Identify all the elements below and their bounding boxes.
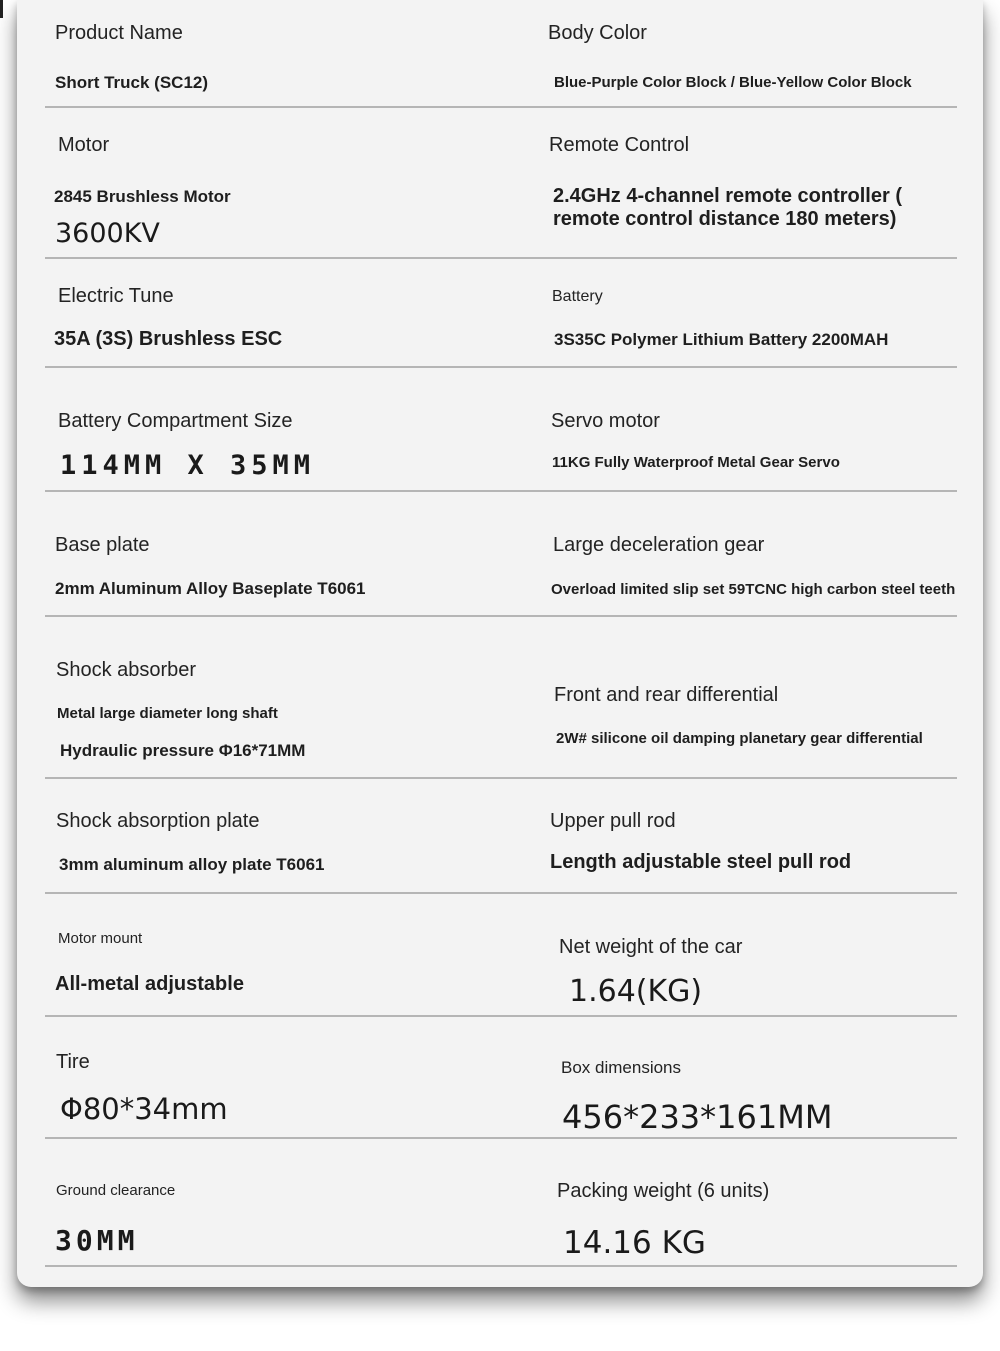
upper-pull-rod-label: Upper pull rod <box>550 810 676 832</box>
packing-weight-label: Packing weight (6 units) <box>557 1180 770 1202</box>
corner-mark <box>0 0 3 18</box>
spec-row-tire <box>45 1017 957 1139</box>
spec-row-base-plate <box>45 492 957 617</box>
box-dimensions-value: 456*233*161MM <box>562 1098 833 1136</box>
battery-label: Battery <box>552 288 603 305</box>
tire-label: Tire <box>56 1051 90 1073</box>
shock-plate-label: Shock absorption plate <box>56 810 260 832</box>
spec-row-ground-clearance <box>45 1139 957 1267</box>
battery-compartment-value: 114MM X 35MM <box>60 450 316 481</box>
product-name-label: Product Name <box>55 22 183 44</box>
base-plate-label: Base plate <box>55 534 150 556</box>
spec-row-shock-plate <box>45 779 957 894</box>
remote-control-value-2: remote control distance 180 meters) <box>553 208 897 230</box>
spec-row-electric-tune <box>45 259 957 368</box>
net-weight-value: 1.64(KG) <box>569 974 703 1009</box>
spec-card <box>17 0 983 1287</box>
ground-clearance-value: 30MM <box>55 1224 139 1257</box>
shock-absorber-value: Metal large diameter long shaft <box>57 705 278 722</box>
deceleration-gear-label: Large deceleration gear <box>553 534 765 556</box>
motor-label: Motor <box>58 134 110 156</box>
deceleration-gear-value: Overload limited slip set 59TCNC high carbon steel teeth <box>551 581 956 598</box>
remote-control-value: 2.4GHz 4-channel remote controller ( <box>553 185 902 207</box>
battery-value: 3S35C Polymer Lithium Battery 2200MAH <box>554 330 889 349</box>
differential-value: 2W# silicone oil damping planetary gear differential <box>556 730 923 747</box>
spec-row-motor-mount <box>45 894 957 1017</box>
spec-row-battery-compartment <box>45 368 957 492</box>
motor-mount-label: Motor mount <box>58 930 143 947</box>
upper-pull-rod-value: Length adjustable steel pull rod <box>550 851 852 873</box>
remote-control-label: Remote Control <box>549 134 690 156</box>
box-dimensions-label: Box dimensions <box>561 1058 682 1077</box>
spec-row-shock-absorber <box>45 617 957 779</box>
shock-absorber-label: Shock absorber <box>56 659 197 681</box>
motor-mount-value: All-metal adjustable <box>55 973 244 995</box>
battery-compartment-label: Battery Compartment Size <box>58 410 293 432</box>
product-name-value: Short Truck (SC12) <box>55 73 209 92</box>
servo-motor-value: 11KG Fully Waterproof Metal Gear Servo <box>552 454 840 471</box>
tire-value: Φ80*34mm <box>60 1092 228 1126</box>
body-color-label: Body Color <box>548 22 647 44</box>
shock-plate-value: 3mm aluminum alloy plate T6061 <box>59 855 325 874</box>
motor-kv-value: 3600KV <box>55 218 160 249</box>
electric-tune-value: 35A (3S) Brushless ESC <box>54 328 283 350</box>
packing-weight-value: 14.16 KG <box>563 1225 706 1261</box>
base-plate-value: 2mm Aluminum Alloy Baseplate T6061 <box>55 579 366 598</box>
electric-tune-label: Electric Tune <box>58 285 174 307</box>
shock-absorber-value-2: Hydraulic pressure Φ16*71MM <box>60 741 306 760</box>
spec-row-motor <box>45 108 957 259</box>
spec-row-product-name <box>45 0 957 108</box>
differential-label: Front and rear differential <box>554 684 779 706</box>
motor-value: 2845 Brushless Motor <box>54 187 231 206</box>
net-weight-label: Net weight of the car <box>559 936 743 958</box>
body-color-value: Blue-Purple Color Block / Blue-Yellow Color Block <box>554 74 912 91</box>
servo-motor-label: Servo motor <box>551 410 660 432</box>
ground-clearance-label: Ground clearance <box>56 1182 176 1199</box>
